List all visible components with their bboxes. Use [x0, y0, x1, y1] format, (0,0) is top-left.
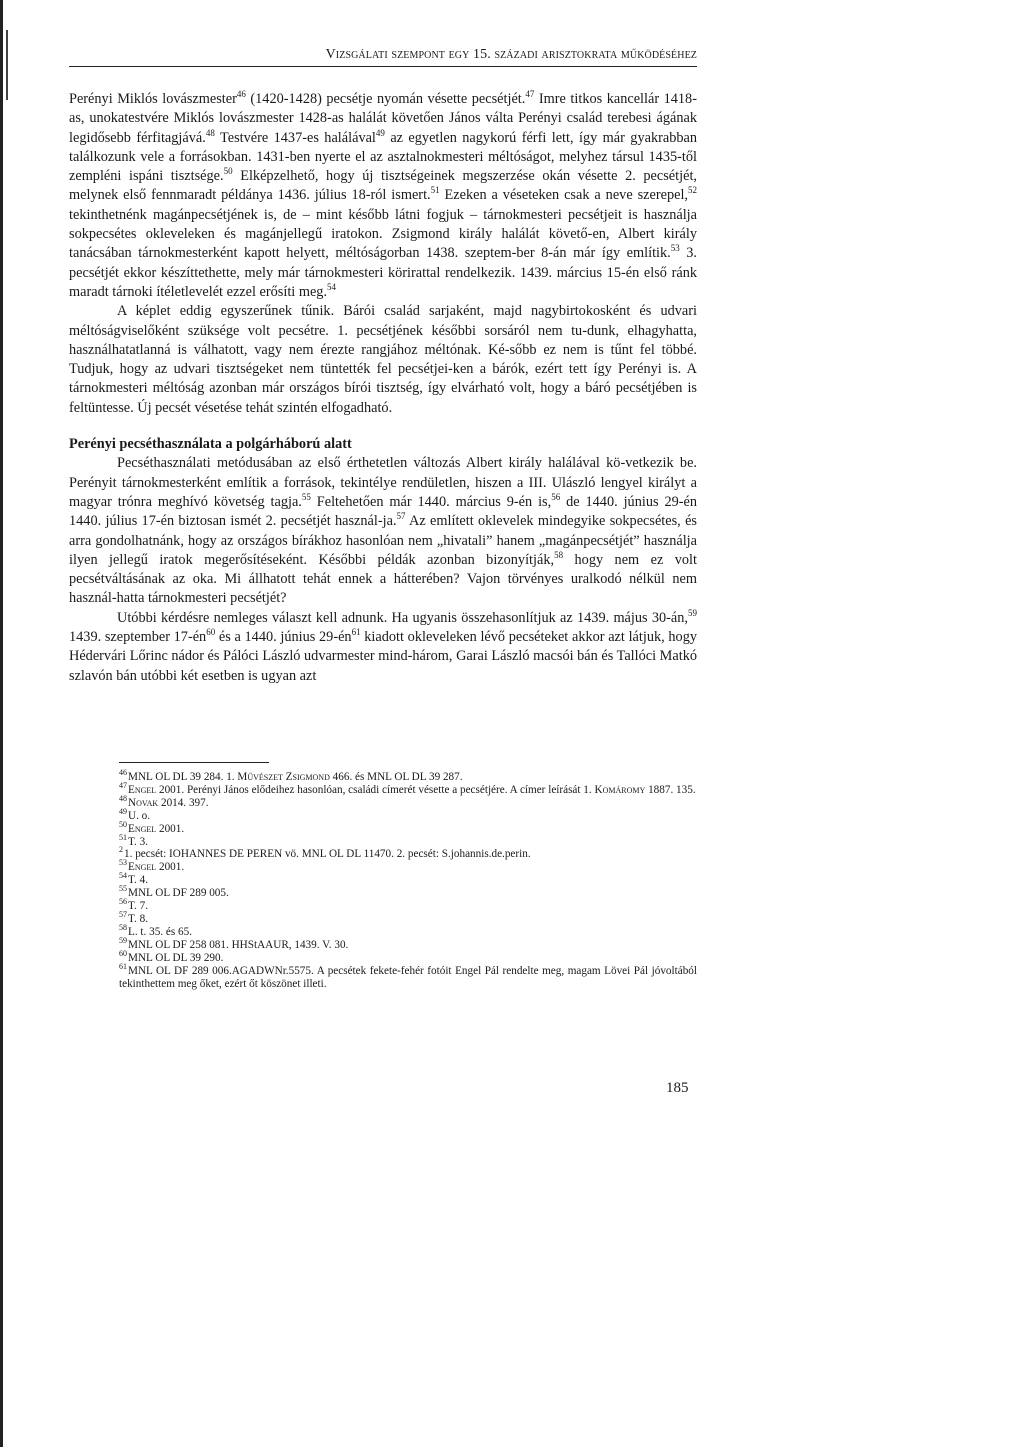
text-run: A képlet eddig egyszerűnek tűnik. Bárói család sarjaként, majd nagybirtokosként és udvari méltóságviselőként szüksége volt pecsétre. 1. pecsétjének későbbi sorsáról nem tu-dunk, elhagyhatta, használhatatlanná is válhatott, vagy nem érezte rangjához méltónak. Ké-sőbb ez nem is tűnt fel többé. Tudjuk, hogy az udvari tisztségeket nem tüntették fel pecsétjei-ken a bárók, ezért tett így Perényi is. A tárnokmesteri méltóság azonban már országos bírói tisztség, így elvárható volt, hogy a báró pecsétjében is feltüntesse. Új pecsét vésetése tehát szintén elfogadható. — [69, 303, 697, 416]
text-run: de 1440. június 29-én 1440. július 17-én biztosan ismét 2. pecsétjét használ-ja. — [69, 493, 697, 530]
text-run: T. 4. — [128, 874, 148, 887]
running-header: Vizsgálati szempont egy 15. századi arisztokrata működéséhez — [325, 47, 697, 62]
footnote — [119, 922, 697, 939]
footnote — [119, 832, 697, 849]
text-run: 1887. 135. — [645, 783, 696, 796]
footnote-number: 49 — [119, 806, 127, 816]
footnote-number: 46 — [119, 768, 127, 777]
footnote-number: 48 — [119, 793, 127, 803]
footnote-number: 60 — [119, 948, 127, 958]
footnote — [119, 871, 697, 887]
footnote-ref: 46 — [236, 89, 246, 99]
footnote-ref: 50 — [223, 166, 233, 177]
text-run: 1439. szeptember 17-én — [69, 629, 207, 646]
footnote — [119, 884, 697, 900]
paragraph — [69, 609, 697, 686]
text-run: Elképzelhető, hogy új tisztségeinek megszerzése okán vésette 2. pecsétjét, melynek első fennmaradt példánya 1436. július 18-ról ismert. — [69, 168, 697, 204]
text-run: 466. és MNL OL DL 39 287. — [329, 771, 463, 783]
footnote-ref: 60 — [206, 627, 216, 638]
text-run: 2001. Perényi János elődeihez hasonlóan, családi címerét vésette a pecsétjére. A címer leírását 1. — [156, 783, 595, 796]
scan-edge — [0, 0, 3, 1447]
footnote-number: 47 — [119, 780, 127, 790]
footnote-ref: 52 — [688, 185, 697, 196]
footnote-number: 57 — [119, 909, 127, 919]
footnote — [119, 806, 697, 823]
footnote — [119, 948, 697, 965]
footnote-ref: 59 — [688, 607, 697, 618]
text-run: T. 7. — [128, 900, 148, 913]
footnote-ref: 54 — [327, 281, 337, 292]
footnotes — [119, 768, 697, 990]
author-name: Engel — [128, 861, 157, 874]
paragraph — [69, 302, 697, 418]
footnote-ref: 55 — [301, 491, 311, 502]
scan-edge-mark — [6, 30, 8, 100]
paragraph — [69, 454, 697, 608]
text-run: Ezeken a véseteken csak a neve szerepel, — [439, 187, 688, 204]
text-run: U. o. — [128, 809, 151, 822]
text-run: MNL OL DL 39 290. — [128, 951, 224, 964]
header-rule — [69, 66, 697, 67]
footnote-number: 56 — [119, 897, 127, 907]
footnote-number: 54 — [119, 871, 127, 881]
section-heading — [69, 435, 697, 454]
footnote — [119, 935, 697, 952]
text-run: Pecséthasználati metódusában az első érthetetlen változás Albert király halálával kö-vetkezik be. Perényit tárnokmesterként említik a források, tekintélye rendületlen, hiszen a III. Ulászló lengyel királyt a magyar trónra meghívó követség tagja. — [69, 455, 697, 510]
footnote — [119, 961, 697, 991]
text-run: L. t. 35. és 65. — [128, 925, 193, 938]
page-number: 185 — [666, 1080, 689, 1096]
footnote — [119, 768, 697, 784]
footnote-ref: 49 — [375, 127, 385, 138]
text-run: Perényi pecséthasználata a polgárháború alatt — [69, 436, 352, 453]
text-run: T. 3. — [128, 835, 148, 848]
text-run: Perényi Miklós lovászmester — [69, 91, 237, 107]
footnote-ref: 47 — [525, 89, 535, 99]
footnote-number: 2 — [119, 845, 123, 855]
text-run: 2001. — [156, 822, 185, 835]
body-text — [69, 90, 697, 686]
footnote — [119, 897, 697, 913]
author-name: Novak — [128, 796, 159, 809]
text-run: 2014. 397. — [158, 796, 209, 809]
text-run: és a 1440. június 29-én — [215, 629, 352, 646]
text-run: Utóbbi kérdésre nemleges választ kell adnunk. Ha ugyanis összehasonlítjuk az 1439. május 30-án, — [117, 609, 688, 626]
footnote-ref: 56 — [551, 491, 561, 502]
footnote-number: 59 — [119, 935, 127, 945]
footnote-number: 55 — [119, 884, 127, 894]
text-run: Feltehetően már 1440. március 9-én is, — [310, 493, 552, 510]
footnote — [119, 819, 697, 836]
author-name: Engel — [128, 822, 157, 835]
footnote-ref: 53 — [670, 243, 680, 254]
text-run: az egyetlen nagykorú férfi lett, így már gyakrabban találkozunk vele a forrásokban. 1431-ben nyerte el az asztalnokmesteri méltóságot, melyhez társul 1435-től zempléni ispáni tisztsége. — [69, 129, 697, 185]
author-name: Komáromy — [594, 783, 646, 796]
footnote — [119, 793, 697, 810]
footnote-ref: 61 — [351, 627, 361, 638]
text-run: 3. pecsétjét ekkor készíttethette, mely már tárnokmesteri körirattal rendelkezik. 1439. március 15-én első ránk maradt tárnoki ítéletlevelét ezzel erősíti meg. — [69, 245, 697, 300]
text-run: 2001. — [156, 861, 185, 874]
text-run: T. 8. — [128, 912, 148, 925]
author-name: Engel — [128, 783, 157, 796]
text-run: Testvére 1437-es halálával — [214, 129, 376, 146]
footnote-number: 51 — [119, 832, 127, 842]
footnote — [119, 858, 697, 874]
paragraph — [69, 90, 697, 302]
footnote — [119, 909, 697, 926]
footnote-ref: 58 — [554, 549, 564, 560]
text-run: MNL OL DF 258 081. HHStAAUR, 1439. V. 30. — [128, 938, 349, 951]
text-run: Az említett oklevelek mindegyike sokpecsétes, és arra gondolhatnánk, hogy az országos bírákhoz hasonlóan nem „hivatali” hanem „magánpecsétjét” használja ilyen jellegű iratok megerősítéseként. Későbbi példák azonban bizonyítják, — [69, 513, 697, 568]
text-run: MNL OL DL 39 284. 1. — [128, 771, 238, 783]
footnote-ref: 51 — [430, 185, 440, 196]
text-run: hogy nem ez volt pecsétváltásának az oka. Mi állhatott tehát ennek a hátterében? Vajon törvényes uralkodó nélkül nem használ-hatta tárnokmesteri pecsétjét? — [69, 551, 697, 607]
footnote — [119, 845, 697, 861]
footnote-separator — [119, 762, 269, 763]
text-run: 1. pecsét: IOHANNES DE PEREN vö. MNL OL DL 11470. 2. pecsét: S.johannis.de.perin. — [124, 848, 531, 861]
text-run: MNL OL DF 289 005. — [128, 887, 229, 900]
footnote-number: 50 — [119, 819, 127, 829]
footnote — [119, 780, 697, 797]
footnote-number: 61 — [119, 961, 127, 971]
footnote-ref: 57 — [396, 511, 406, 522]
footnote-ref: 48 — [205, 127, 215, 138]
text-run: (1420-1428) pecsétje nyomán vésette pecsétjét. — [245, 91, 526, 107]
text-run: MNL OL DF 289 006.AGADWNr.5575. A pecsétek fekete-fehér fotóit Engel Pál rendelte meg, magam Lövei Pál jóvoltából tekinthettem meg őket, ezért őt köszönet illeti. — [119, 964, 697, 990]
text-run: kiadott okleveleken lévő pecséteket akkor azt látjuk, hogy Hédervári Lőrinc nádor és Pálóci László udvarmester mind-három, Garai László macsói bán és Tallóci Matkó szlavón bán utóbbi két esetben is ugyan azt — [69, 629, 697, 684]
author-name: Művészet Zsigmond — [237, 771, 330, 783]
text-run: Imre titkos kancellár 1418-as, unokatestvére Miklós lovászmester 1428-as halálát követően János válta Perényi család terebesi ágának legidősebb férfitagjává. — [69, 91, 697, 146]
text-run: tekinthetnénk magánpecsétjének is, de – mint később látni fogjuk – tárnokmesteri pecsétjeit is használja sokpecsétes okleveleken és magánjellegű iratokon. Zsigmond király halálát követő-en, Albert király tanácsában tárnokmesterként kapott helyett, méltóságorban 1438. szeptem-ber 8-án már így említik. — [69, 206, 697, 262]
footnote-number: 53 — [119, 858, 127, 868]
footnote-number: 58 — [119, 922, 127, 932]
